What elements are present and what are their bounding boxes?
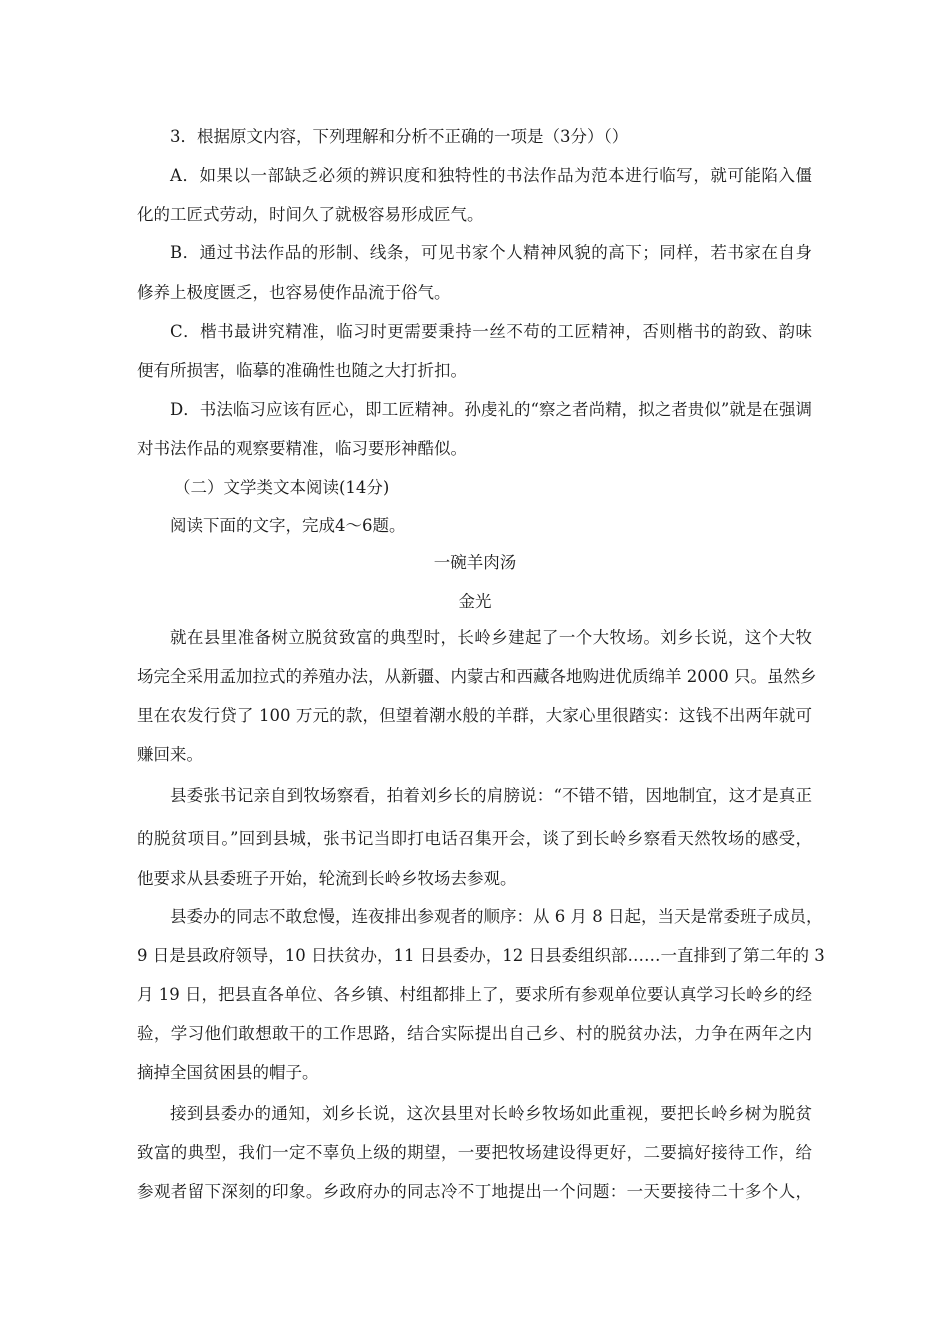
question-3-stem: 3．根据原文内容，下列理解和分析不正确的一项是（3分）（）	[170, 127, 629, 146]
article-author: 金光	[458, 592, 492, 611]
option-b-line-1: B．通过书法作品的形制、线条，可见书家个人精神风貌的高下；同样，若书家在自身	[170, 243, 812, 262]
option-a-line-2: 化的工匠式劳动，时间久了就极容易形成匠气。	[137, 205, 484, 224]
paragraph-2-line-1: 县委张书记亲自到牧场察看，拍着刘乡长的肩膀说：“不错不错，因地制宜，这才是真正	[170, 786, 812, 805]
article-title: 一碗羊肉汤	[433, 553, 517, 572]
paragraph-1-line-4: 赚回来。	[137, 745, 203, 764]
option-c-line-1: C．楷书最讲究精准，临习时更需要秉持一丝不苟的工匠精神，否则楷书的韵致、韵味	[170, 322, 812, 341]
paragraph-3-line-1: 县委办的同志不敢怠慢，连夜排出参观者的顺序：从 6 月 8 日起，当天是常委班子成员，	[170, 907, 823, 926]
section-heading: （二）文学类文本阅读(14分)	[174, 478, 390, 497]
paragraph-1-line-1: 就在县里准备树立脱贫致富的典型时，长岭乡建起了一个大牧场。刘乡长说，这个大牧	[170, 628, 812, 647]
option-b-line-2: 修养上极度匮乏，也容易使作品流于俗气。	[137, 283, 451, 302]
paragraph-1-line-3: 里在农发行贷了 100 万元的款，但望着潮水般的羊群，大家心里很踏实：这钱不出两年就可	[137, 706, 812, 725]
paragraph-2-line-2: 的脱贫项目。”回到县城，张书记当即打电话召集开会，谈了到长岭乡察看天然牧场的感受，	[137, 829, 812, 848]
paragraph-4-line-3: 参观者留下深刻的印象。乡政府办的同志冷不丁地提出一个问题：一天要接待二十多个人，	[137, 1182, 812, 1201]
paragraph-3-line-5: 摘掉全国贫困县的帽子。	[137, 1063, 319, 1082]
option-d-line-2: 对书法作品的观察要精准，临习要形神酷似。	[137, 439, 467, 458]
paragraph-2-line-3: 他要求从县委班子开始，轮流到长岭乡牧场去参观。	[137, 869, 517, 888]
paragraph-4-line-2: 致富的典型，我们一定不辜负上级的期望，一要把牧场建设得更好，二要搞好接待工作，给	[137, 1143, 812, 1162]
section-instruction: 阅读下面的文字，完成4～6题。	[170, 516, 406, 535]
option-d-line-1: D．书法临习应该有匠心，即工匠精神。孙虔礼的“察之者尚精，拟之者贵似”就是在强调	[170, 400, 812, 419]
option-a-line-1: A．如果以一部缺乏必须的辨识度和独特性的书法作品为范本进行临写，就可能陷入僵	[170, 166, 812, 185]
paragraph-4-line-1: 接到县委办的通知，刘乡长说，这次县里对长岭乡牧场如此重视，要把长岭乡树为脱贫	[170, 1104, 812, 1123]
paragraph-3-line-3: 月 19 日，把县直各单位、各乡镇、村组都排上了，要求所有参观单位要认真学习长岭乡的经	[137, 985, 812, 1004]
paragraph-1-line-2: 场完全采用孟加拉式的养殖办法，从新疆、内蒙古和西藏各地购进优质绵羊 2000 只。虽然乡	[137, 667, 817, 686]
paragraph-3-line-2: 9 日是县政府领导，10 日扶贫办，11 日县委办，12 日县委组织部……一直排到了第二年的 3	[137, 946, 825, 965]
option-c-line-2: 便有所损害，临摹的准确性也随之大打折扣。	[137, 361, 467, 380]
paragraph-3-line-4: 验，学习他们敢想敢干的工作思路，结合实际提出自己乡、村的脱贫办法，力争在两年之内	[137, 1024, 812, 1043]
